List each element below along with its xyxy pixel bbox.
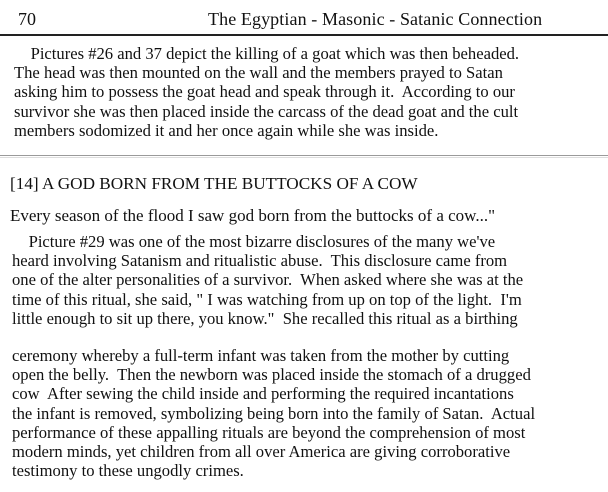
header-rule xyxy=(0,34,608,36)
text-line: survivor she was then placed inside the carcass of the dead goat and the cult xyxy=(14,101,519,121)
text-line: little enough to sit up there, you know." She recalled this ritual as a birthing xyxy=(12,308,518,328)
paragraph-birthing-ceremony xyxy=(12,346,535,480)
text-line: Picture #29 was one of the most bizarre disclosures of the many we've xyxy=(12,232,496,251)
paragraph-goat-ritual xyxy=(14,44,519,140)
text-line: The head was then mounted on the wall and the members prayed to Satan xyxy=(14,63,503,83)
page-number: 70 xyxy=(18,9,36,29)
section-divider-shadow xyxy=(0,157,608,158)
text-line: ceremony whereby a full-term infant was taken from the mother by cutting xyxy=(12,346,510,365)
text-line: testimony to these ungodly crimes. xyxy=(12,461,244,481)
section-heading: [14] A GOD BORN FROM THE BUTTOCKS OF A COW xyxy=(10,174,418,193)
paragraph-picture-29 xyxy=(12,232,523,328)
page-header xyxy=(0,6,608,32)
text-line: asking him to possess the goat head and speak through it. According to our xyxy=(14,82,515,102)
text-line: one of the alter personalities of a survivor. When asked where she was at the xyxy=(12,270,524,290)
text-line: the infant is removed, symbolizing being born into the family of Satan. Actual xyxy=(12,403,536,423)
text-line: cow After sewing the child inside and performing the required incantations xyxy=(12,384,514,404)
text-line: time of this ritual, she said, " I was watching from up on top of the light. I'm xyxy=(12,289,522,309)
text-line: performance of these appalling rituals are beyond the comprehension of most xyxy=(12,422,526,442)
text-line: members sodomized it and her once again while she was inside. xyxy=(14,120,439,140)
text-line: modern minds, yet children from all over America are giving corroborative xyxy=(12,442,511,462)
running-title: The Egyptian - Masonic - Satanic Connection xyxy=(208,9,543,29)
text-line: open the belly. Then the newborn was placed inside the stomach of a drugged xyxy=(12,365,531,385)
section-divider xyxy=(0,155,608,156)
text-line: Pictures #26 and 37 depict the killing of a goat which was then beheaded. xyxy=(14,44,520,63)
text-line: heard involving Satanism and ritualistic abuse. This disclosure came from xyxy=(12,251,508,271)
section-quote: Every season of the flood I saw god born from the buttocks of a cow..." xyxy=(10,206,496,225)
